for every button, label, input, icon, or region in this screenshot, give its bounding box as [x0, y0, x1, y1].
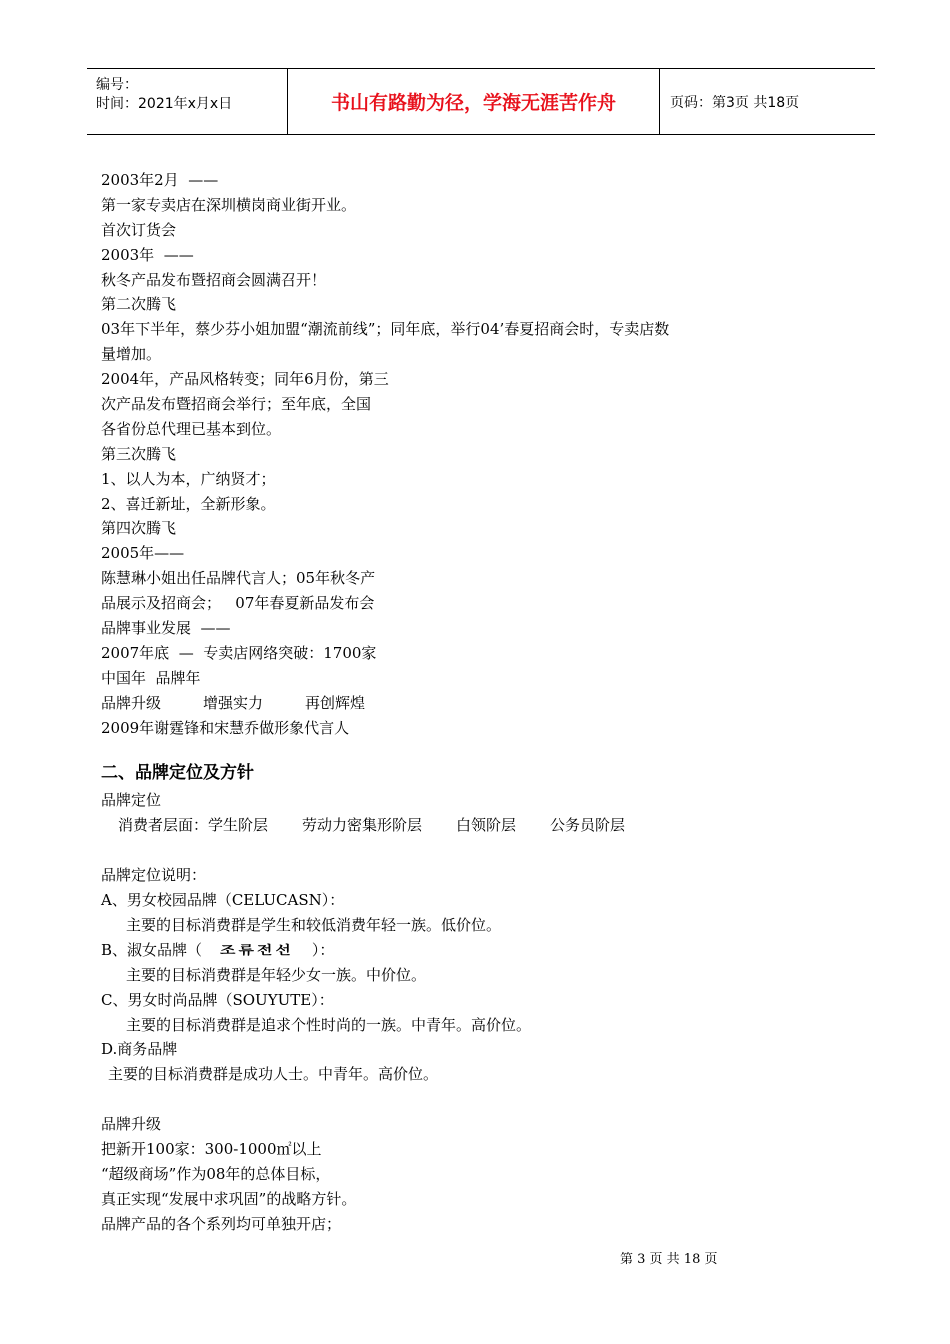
- header-motto-cell: [287, 69, 660, 134]
- consumer-segment: 白领阶层: [456, 816, 517, 835]
- brand-c-desc: 主要的目标消费群是追求个性时尚的一族。中青年。高价位。: [126, 1015, 532, 1034]
- timeline-line: 各省份总代理已基本到位。: [101, 419, 282, 438]
- timeline-line: 中国年 品牌年: [101, 668, 201, 687]
- timeline-line: 2005年——: [101, 544, 185, 563]
- brand-a-title: A、男女校园品牌（CELUCASN）：: [101, 891, 345, 910]
- timeline-line: 秋冬产品发布暨招商会圆满召开！: [101, 270, 327, 289]
- brand-b-korean-name: 조류전선: [220, 942, 294, 957]
- header-page-cell: [660, 69, 875, 134]
- brand-d-desc: 主要的目标消费群是成功人士。中青年。高价位。: [108, 1065, 439, 1084]
- positioning-desc-label: 品牌定位说明：: [101, 866, 207, 885]
- timeline-line: 第二次腾飞: [101, 295, 177, 314]
- timeline-line: 量增加。: [101, 345, 162, 364]
- timeline-line: 2003年 ——: [101, 245, 194, 264]
- doc-time-label: 时间：2021年x月x日: [96, 96, 233, 112]
- header-meta-cell: [87, 69, 287, 134]
- section-heading: 二、品牌定位及方针: [101, 763, 254, 784]
- page-footer: 第 3 页 共 18 页: [620, 1252, 718, 1267]
- timeline-line: 首次订货会: [101, 220, 177, 239]
- consumer-segments: [101, 813, 881, 838]
- positioning-label: 品牌定位: [101, 791, 162, 810]
- brand-upgrade-slogan: [101, 691, 881, 716]
- header-motto: 书山有路勤为径，学海无涯苦作舟: [330, 92, 616, 114]
- timeline-line: 2007年底 — 专卖店网络突破：1700家: [101, 643, 377, 662]
- document-body: [101, 168, 881, 1237]
- upgrade-line: 品牌升级: [101, 1115, 162, 1134]
- timeline-line: 2003年2月 ——: [101, 171, 219, 189]
- timeline-line: 1、以人为本，广纳贤才；: [101, 469, 276, 488]
- consumer-segment: 消费者层面：学生阶层: [118, 816, 269, 835]
- header-page-number: 页码：第3页 共18页: [670, 94, 800, 111]
- spokesperson-line: 2009年谢霆锋和宋慧乔做形象代言人: [101, 718, 350, 737]
- timeline-line: 第四次腾飞: [101, 519, 177, 538]
- timeline-line: 03年下半年，蔡少芬小姐加盟“潮流前线”；同年底，举行04’春夏招商会时，专卖店数: [101, 320, 670, 339]
- timeline-line: 品展示及招商会； 07年春夏新品发布会: [101, 594, 375, 613]
- upgrade-line: 品牌产品的各个系列均可单独开店；: [101, 1214, 342, 1233]
- brand-c-title: C、男女时尚品牌（SOUYUTE）：: [101, 990, 334, 1009]
- brand-a-desc: 主要的目标消费群是学生和较低消费年轻一族。低价位。: [126, 915, 502, 934]
- timeline-line: 陈慧琳小姐出任品牌代言人；05年秋冬产: [101, 569, 376, 588]
- slogan-strength: 增强实力: [203, 693, 264, 712]
- timeline-line: 2004年，产品风格转变；同年6月份，第三: [101, 370, 389, 389]
- timeline-line: 第三次腾飞: [101, 444, 177, 463]
- brand-b-title: B、淑女品牌（ 조류전선 ）：: [101, 940, 335, 959]
- upgrade-line: 把新开100家：300-1000㎡以上: [101, 1139, 322, 1158]
- consumer-segment: 劳动力密集形阶层: [302, 816, 423, 835]
- timeline-line: 次产品发布暨招商会举行；至年底，全国: [101, 395, 372, 414]
- slogan-glory: 再创辉煌: [305, 693, 366, 712]
- doc-number-label: 编号：: [96, 77, 138, 93]
- timeline-line: 2、喜迁新址，全新形象。: [101, 494, 276, 513]
- brand-b-desc: 主要的目标消费群是年轻少女一族。中价位。: [126, 965, 427, 984]
- slogan-upgrade: 品牌升级: [101, 693, 162, 712]
- timeline-line: 第一家专卖店在深圳横岗商业街开业。: [101, 195, 357, 214]
- upgrade-line: 真正实现“发展中求巩固”的战略方针。: [101, 1189, 357, 1208]
- page-header: [87, 68, 875, 135]
- brand-d-title: D.商务品牌: [101, 1040, 178, 1059]
- timeline-line: 品牌事业发展 ——: [101, 619, 231, 638]
- upgrade-line: “超级商场”作为08年的总体目标，: [101, 1164, 331, 1183]
- consumer-segment: 公务员阶层: [550, 816, 626, 835]
